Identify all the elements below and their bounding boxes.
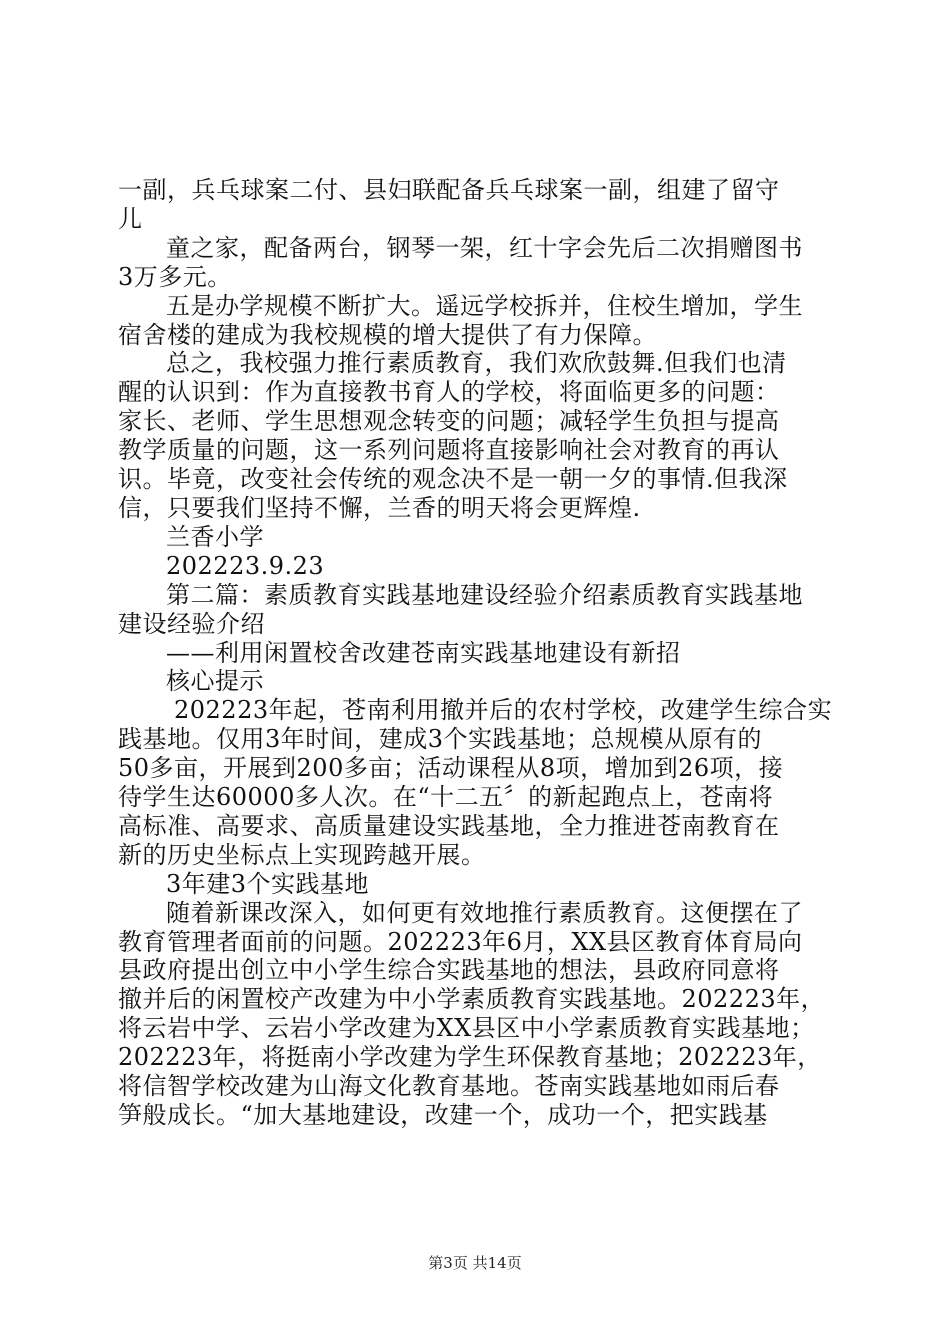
text-line: 随着新课改深入，如何更有效地推行素质教育。这便摆在了: [166, 898, 803, 927]
text-line: 儿: [118, 204, 143, 233]
text-line: 202223年起，苍南利用撤并后的农村学校，改建学生综合实: [174, 696, 833, 725]
section-title: 建设经验介绍: [118, 609, 265, 638]
text-line: 信，只要我们坚持不懈，兰香的明天将会更辉煌.: [118, 493, 641, 522]
text-line: 教育管理者面前的问题。202223年6月，XX县区教育体育局向: [118, 927, 803, 956]
page-number-footer: 第3页 共14页: [428, 1254, 522, 1272]
text-line: 一副，兵乓球案二付、县妇联配备兵乓球案一副，组建了留守: [118, 176, 780, 204]
text-line: 新的历史坐标点上实现跨越开展。: [118, 840, 486, 869]
text-line: 总之，我校强力推行素质教育，我们欢欣鼓舞.但我们也清: [166, 349, 787, 378]
section-heading: 核心提示: [166, 667, 264, 696]
text-line: 县政府提出创立中小学生综合实践基地的想法，县政府同意将: [118, 956, 780, 985]
text-line: 识。毕竟，改变社会传统的观念决不是一朝一夕的事情.但我深: [118, 465, 788, 494]
text-line: 将信智学校改建为山海文化教育基地。苍南实践基地如雨后春: [118, 1072, 780, 1101]
text-line: 50多亩，开展到200多亩；活动课程从8项，增加到26项，接: [118, 754, 784, 783]
text-line: 3万多元。: [118, 262, 232, 291]
signature-date: 202223.9.23: [166, 551, 325, 580]
text-line: 醒的认识到：作为直接教书育人的学校，将面临更多的问题：: [118, 378, 780, 407]
section-title: 第二篇：素质教育实践基地建设经验介绍素质教育实践基地: [166, 580, 803, 609]
text-line: 家长、老师、学生思想观念转变的问题；减轻学生负担与提高: [118, 407, 780, 436]
text-line: 笋般成长。“加大基地建设，改建一个，成功一个，把实践基: [118, 1101, 768, 1129]
text-line: 践基地。仅用3年时间，建成3个实践基地；总规模从原有的: [118, 725, 763, 754]
text-line: 教学质量的问题，这一系列问题将直接影响社会对教育的再认: [118, 436, 780, 465]
text-line: 五是办学规模不断扩大。遥远学校拆并，住校生增加，学生: [166, 291, 803, 320]
section-heading: 3年建3个实践基地: [166, 869, 370, 898]
text-line: 高标准、高要求、高质量建设实践基地，全力推进苍南教育在: [118, 811, 780, 840]
text-line: 待学生达60000多人次。在“十二五〞的新起跑点上，苍南将: [118, 783, 774, 812]
text-line: 宿舍楼的建成为我校规模的增大提供了有力保障。: [118, 320, 657, 349]
signature-school: 兰香小学: [166, 522, 264, 551]
text-line: 将云岩中学、云岩小学改建为XX县区中小学素质教育实践基地；: [118, 1014, 815, 1043]
text-line: 童之家，配备两台，钢琴一架，红十字会先后二次捐赠图书: [166, 233, 803, 262]
section-subtitle: ——利用闲置校舍改建苍南实践基地建设有新招: [166, 638, 681, 667]
text-line: 202223年，将挺南小学改建为学生环保教育基地；202223年，: [118, 1043, 822, 1072]
text-line: 撤并后的闲置校产改建为中小学素质教育实践基地。202223年，: [118, 985, 826, 1014]
document-body: [118, 176, 838, 1130]
